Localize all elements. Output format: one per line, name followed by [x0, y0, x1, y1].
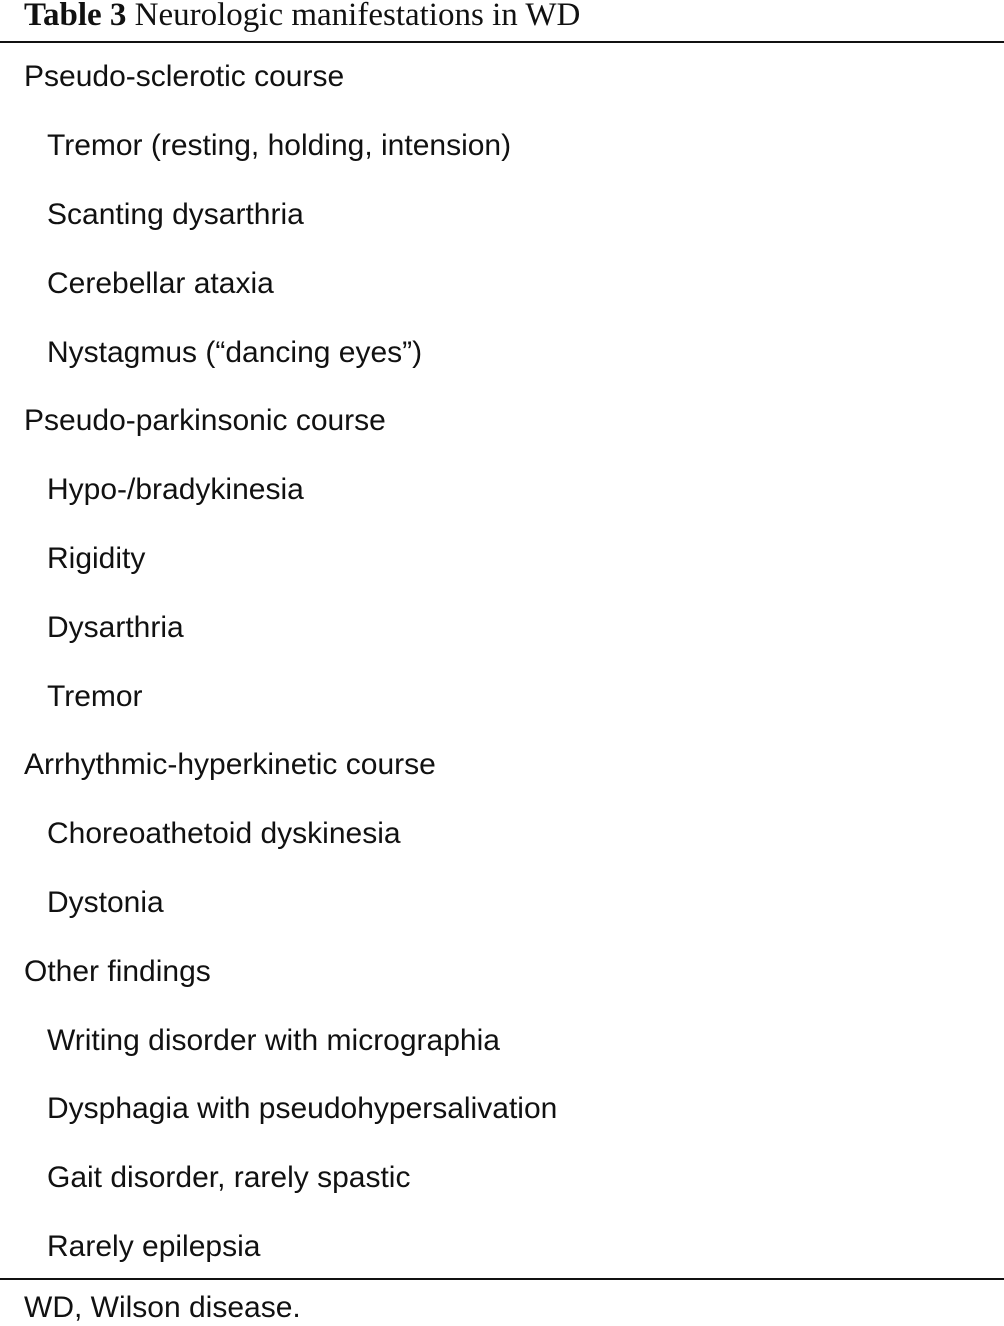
table-row: Dystonia [47, 885, 164, 919]
table-row: Arrhythmic-hyperkinetic course [24, 748, 436, 782]
table-row: Nystagmus (“dancing eyes”) [47, 335, 423, 369]
table-row: Choreoathetoid dyskinesia [47, 817, 401, 851]
table-footnote: WD, Wilson disease. [24, 1291, 301, 1324]
table-caption: Neurologic manifestations in WD [134, 0, 581, 33]
table-row: Other findings [24, 954, 211, 988]
table-row: Pseudo-sclerotic course [24, 60, 345, 94]
table-title [24, 0, 580, 36]
table-row: Writing disorder with micrographia [47, 1023, 500, 1057]
table-body [0, 43, 1004, 1281]
table-row: Gait disorder, rarely spastic [47, 1161, 411, 1195]
table-row: Dysarthria [47, 610, 184, 644]
table-row: Cerebellar ataxia [47, 266, 274, 300]
table-row: Rigidity [47, 541, 146, 575]
bottom-rule [0, 1278, 1004, 1280]
table-row: Tremor [47, 679, 143, 713]
table-row: Pseudo-parkinsonic course [24, 404, 386, 438]
table-row: Rarely epilepsia [47, 1229, 261, 1263]
table-row: Hypo-/bradykinesia [47, 473, 304, 507]
table-label: Table 3 [24, 0, 127, 33]
table-row: Scanting dysarthria [47, 197, 304, 231]
table-row: Tremor (resting, holding, intension) [47, 129, 512, 163]
table-row: Dysphagia with pseudohypersalivation [47, 1092, 558, 1126]
